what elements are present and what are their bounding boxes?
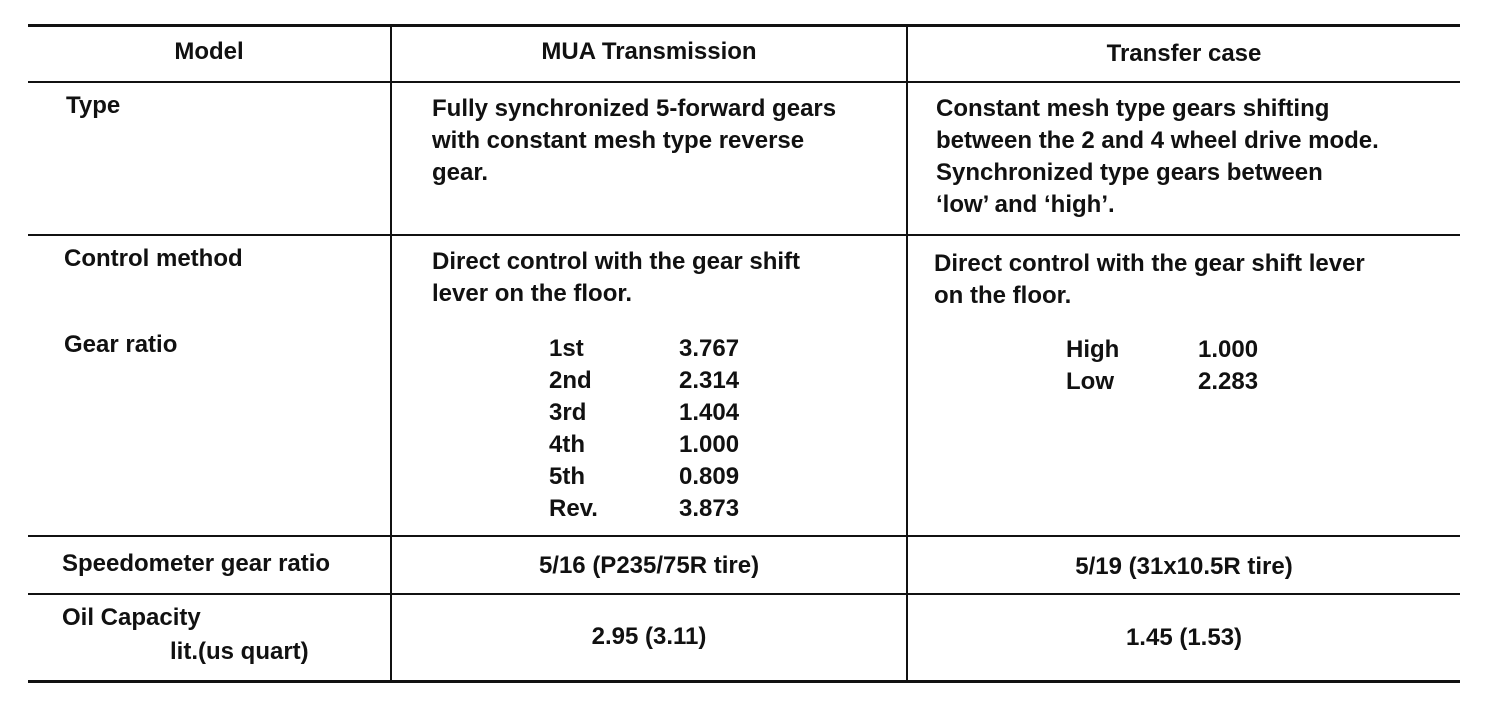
type-transfer-line-3: Synchronized type gears between [936,159,1323,186]
gear-ratio-row [1066,334,1258,366]
type-transmission [432,93,836,189]
table-bottom-rule [28,680,1460,683]
gear-name: 2nd [549,367,592,394]
header-transmission: MUA Transmission [541,38,757,65]
gear-ratio-value: 2.314 [679,367,740,394]
type-transfer-line-2: between the 2 and 4 wheel drive mode. [936,127,1379,154]
type-transfer-line-4: ‘low’ and ‘high’. [936,191,1115,218]
table-top-rule [28,24,1460,27]
control-transmission-line-1: Direct control with the gear shift [432,248,801,275]
gear-ratio-row [549,365,739,397]
gear-name: 5th [549,463,585,490]
control-transmission [432,246,800,310]
gear-ratio-row [549,461,739,493]
gear-name: Rev. [549,495,598,522]
type-transmission-line-1: Fully synchronized 5-forward gears [432,95,837,122]
gear-ratio-value: 3.767 [679,335,740,362]
column-rule-2 [906,24,908,683]
row-label-speedometer-gear-ratio: Speedometer gear ratio [62,550,331,577]
gear-name: 3rd [549,399,587,426]
gear-ratio-value: 1.000 [1198,336,1259,363]
row-label-control-method: Control method [64,245,243,272]
gear-name: High [1066,336,1120,363]
gear-ratio-value: 2.283 [1198,368,1259,395]
type-bottom-rule [28,234,1460,236]
type-transmission-line-3: gear. [432,159,489,186]
row-label-type: Type [66,92,121,119]
control-transfer-line-2: on the floor. [934,282,1072,309]
header-bottom-rule [28,81,1460,83]
oil-transfer: 1.45 (1.53) [1125,624,1243,651]
gear-ratio-row [549,429,739,461]
gear-ratio-value: 1.404 [679,399,740,426]
control-transfer-line-1: Direct control with the gear shift lever [934,250,1365,277]
row-label-oil-capacity: Oil Capacity [62,604,201,631]
speedometer-transmission: 5/16 (P235/75R tire) [538,552,760,579]
oil-capacity-unit: lit.(us quart) [170,638,309,665]
gear-name: Low [1066,368,1114,395]
gear-ratio-row [1066,366,1258,398]
gear-name: 1st [549,335,584,362]
gear-ratio-transmission [549,333,739,525]
column-rule-1 [390,24,392,683]
speedo-bottom-rule [28,593,1460,595]
row-label-gear-ratio: Gear ratio [64,331,178,358]
header-model: Model [174,38,244,65]
gear-ratio-row [549,333,739,365]
gear-ratio-row [549,397,739,429]
gear-name: 4th [549,431,585,458]
gear-ratio-value: 3.873 [679,495,740,522]
control-transmission-line-2: lever on the floor. [432,280,633,307]
control-transfer [934,248,1365,312]
gear-ratio-value: 0.809 [679,463,740,490]
oil-transmission: 2.95 (3.11) [591,623,707,650]
gear-ratio-transfer [1066,334,1258,398]
speedometer-transfer: 5/19 (31x10.5R tire) [1075,553,1293,580]
type-transfer-line-1: Constant mesh type gears shifting [936,95,1330,122]
type-transmission-line-2: with constant mesh type reverse [432,127,805,154]
header-transfer-case: Transfer case [1106,40,1262,67]
type-transfer [936,93,1379,221]
gear-ratio-row [549,493,739,525]
gear-ratio-value: 1.000 [679,431,740,458]
gear-bottom-rule [28,535,1460,537]
